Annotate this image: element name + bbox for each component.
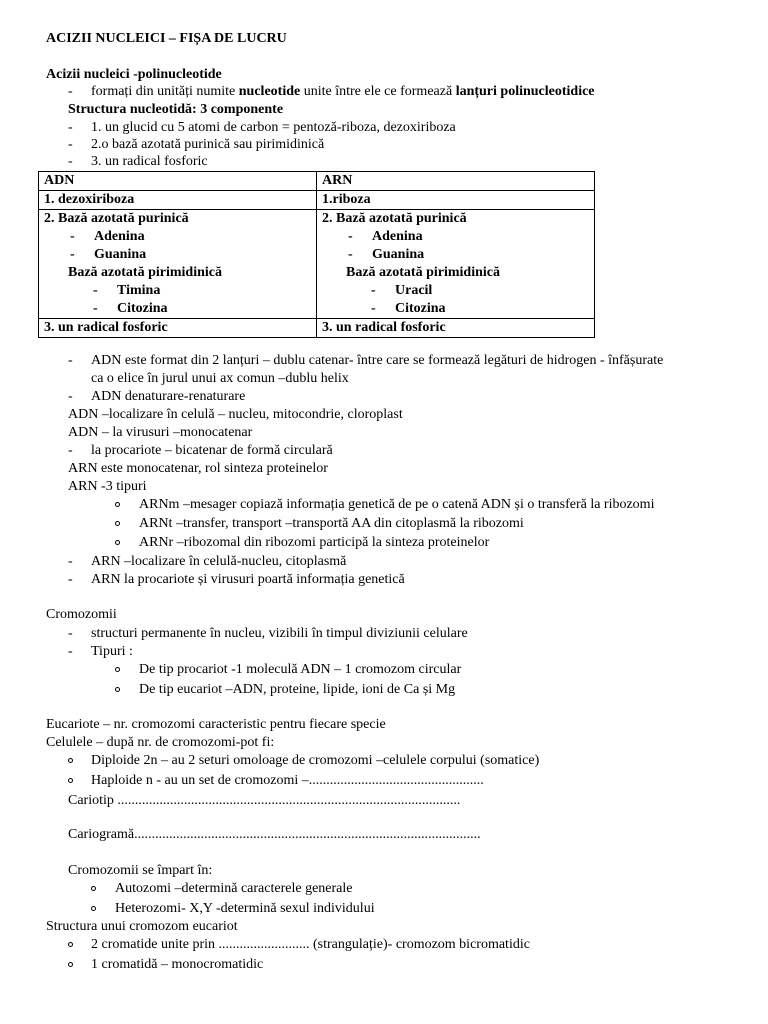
table-row bbox=[39, 191, 595, 210]
dash-marker: - bbox=[93, 283, 98, 298]
bullet-text: Autozomi –determină caracterele generale bbox=[115, 881, 353, 896]
bullet-text: ARN la procariote și virusuri poartă informația genetică bbox=[91, 572, 405, 587]
bullet-text-fill-in: 2 cromatide unite prin .......................... (strangulație)- cromozom bicromatidic bbox=[91, 937, 530, 952]
dash-marker: - bbox=[348, 229, 353, 244]
circle-bullet-icon bbox=[115, 521, 120, 526]
text-line: ARN este monocatenar, rol sinteza proteinelor bbox=[68, 461, 328, 476]
circle-bullet-icon bbox=[68, 758, 73, 763]
base-name: Guanina bbox=[372, 247, 425, 262]
cell-line bbox=[322, 246, 594, 264]
table-cell-adn-baze bbox=[39, 210, 317, 319]
base-name: Citozina bbox=[395, 301, 446, 316]
dash-marker: - bbox=[68, 154, 73, 169]
circle-bullet-icon bbox=[115, 502, 120, 507]
circle-bullet-icon bbox=[68, 962, 73, 967]
text-segment: formați din unități numite bbox=[91, 84, 239, 99]
text-line: Cromozomii se împart în: bbox=[68, 863, 213, 878]
table-row bbox=[39, 210, 595, 319]
section-heading-cromozomi: Cromozomii bbox=[46, 607, 117, 622]
text-line: ARN -3 tipuri bbox=[68, 479, 147, 494]
text-line: Celulele – după nr. de cromozomi-pot fi: bbox=[46, 735, 275, 750]
circle-bullet-icon bbox=[115, 540, 120, 545]
circle-bullet-icon bbox=[115, 667, 120, 672]
base-name: Guanina bbox=[94, 247, 147, 262]
cell-line bbox=[44, 300, 316, 318]
subheading-structura: Structura nucleotidă: 3 componente bbox=[68, 102, 284, 117]
cell-line: Bază azotată pirimidinică bbox=[68, 265, 222, 280]
bullet-text: ADN denaturare-renaturare bbox=[91, 389, 246, 404]
bullet-text: 2.o bază azotată purinică sau pirimidinică bbox=[91, 137, 325, 152]
dash-marker: - bbox=[70, 247, 75, 262]
table-cell: 3. un radical fosforic bbox=[317, 319, 595, 338]
bold-term: nucleotide bbox=[238, 84, 301, 99]
circle-bullet-icon bbox=[91, 906, 96, 911]
bullet-text: Diploide 2n – au 2 seturi omoloage de cromozomi –celulele corpului (somatice) bbox=[91, 753, 540, 768]
dash-marker: - bbox=[68, 644, 73, 659]
page-title: ACIZII NUCLEICI – FIȘA DE LUCRU bbox=[46, 31, 287, 46]
base-name: Uracil bbox=[395, 283, 433, 298]
dash-marker: - bbox=[70, 229, 75, 244]
text-segment: unite între ele ce formează bbox=[300, 84, 456, 99]
circle-bullet-icon bbox=[115, 687, 120, 692]
cell-line bbox=[44, 282, 316, 300]
base-name: Adenina bbox=[94, 229, 145, 244]
table-header-row bbox=[39, 172, 595, 191]
bullet-text: Heterozomi- X,Y -determină sexul individului bbox=[115, 901, 375, 916]
base-name: Adenina bbox=[372, 229, 423, 244]
bullet-text: De tip eucariot –ADN, proteine, lipide, ioni de Ca și Mg bbox=[139, 682, 456, 697]
bullet-text: la procariote – bicatenar de formă circulară bbox=[91, 443, 333, 458]
section-heading-acizi: Acizii nucleici -polinucleotide bbox=[46, 67, 222, 82]
dash-marker: - bbox=[68, 137, 73, 152]
adn-arn-comparison-table bbox=[38, 171, 595, 338]
dash-marker: - bbox=[68, 443, 73, 458]
dash-marker: - bbox=[93, 301, 98, 316]
cell-line: Bază azotată pirimidinică bbox=[346, 265, 500, 280]
bullet-text: ARNt –transfer, transport –transportă AA din citoplasmă la ribozomi bbox=[139, 516, 524, 531]
table-cell: 1.riboza bbox=[317, 191, 595, 210]
bullet-text: ARN –localizare în celulă-nucleu, citoplasmă bbox=[91, 554, 347, 569]
dash-marker: - bbox=[68, 120, 73, 135]
circle-bullet-icon bbox=[68, 778, 73, 783]
cell-line bbox=[44, 246, 316, 264]
dash-marker: - bbox=[371, 283, 376, 298]
dash-marker: - bbox=[68, 353, 73, 368]
dash-marker: - bbox=[68, 554, 73, 569]
cell-line bbox=[322, 282, 594, 300]
text-line: Eucariote – nr. cromozomi caracteristic pentru fiecare specie bbox=[46, 717, 386, 732]
fill-in-cariotip: Cariotip .................................................................................................. bbox=[68, 793, 461, 808]
dash-marker: - bbox=[68, 84, 73, 99]
table-cell: 1. dezoxiriboza bbox=[39, 191, 317, 210]
base-name: Citozina bbox=[117, 301, 168, 316]
table-row bbox=[39, 319, 595, 338]
bullet-text: Tipuri : bbox=[91, 644, 133, 659]
dash-marker: - bbox=[68, 626, 73, 641]
dash-marker: - bbox=[68, 389, 73, 404]
bullet-text: ARNr –ribozomal din ribozomi participă la sinteza proteinelor bbox=[139, 535, 490, 550]
text-line: ADN –localizare în celulă – nucleu, mitocondrie, cloroplast bbox=[68, 407, 403, 422]
bullet-text: 3. un radical fosforic bbox=[91, 154, 208, 169]
table-cell: 3. un radical fosforic bbox=[39, 319, 317, 338]
bullet-text-continuation: ca o elice în jurul unui ax comun –dublu helix bbox=[91, 371, 349, 386]
text-line: ADN – la virusuri –monocatenar bbox=[68, 425, 253, 440]
bullet-text: structuri permanente în nucleu, vizibili în timpul diviziunii celulare bbox=[91, 626, 468, 641]
bullet-text: 1 cromatidă – monocromatidic bbox=[91, 957, 264, 972]
bold-term: lanțuri polinucleotidice bbox=[455, 84, 595, 99]
table-header-adn: ADN bbox=[39, 172, 317, 191]
cell-line: 2. Bază azotată purinică bbox=[322, 211, 467, 226]
table-header-arn: ARN bbox=[317, 172, 595, 191]
circle-bullet-icon bbox=[68, 942, 73, 947]
dash-marker: - bbox=[348, 247, 353, 262]
bullet-text: ADN este format din 2 lanțuri – dublu catenar- între care se formează legături de hidrogen - înfășurate bbox=[91, 353, 664, 368]
bullet-text: De tip procariot -1 moleculă ADN – 1 cromozom circular bbox=[139, 662, 462, 677]
dash-marker: - bbox=[371, 301, 376, 316]
cell-line bbox=[322, 300, 594, 318]
bullet-text bbox=[91, 83, 595, 100]
cell-line bbox=[44, 228, 316, 246]
cell-line bbox=[322, 228, 594, 246]
cell-line: 2. Bază azotată purinică bbox=[44, 211, 189, 226]
bullet-text: ARNm –mesager copiază informația genetică de pe o catenă ADN și o transferă la ribozomi bbox=[139, 497, 655, 512]
circle-bullet-icon bbox=[91, 886, 96, 891]
base-name: Timina bbox=[117, 283, 161, 298]
table-cell-arn-baze bbox=[317, 210, 595, 319]
text-line: Structura unui cromozom eucariot bbox=[46, 919, 238, 934]
fill-in-cariograma: Cariogramă................................................................................................... bbox=[68, 827, 481, 842]
dash-marker: - bbox=[68, 572, 73, 587]
bullet-text-fill-in: Haploide n - au un set de cromozomi –.................................................. bbox=[91, 773, 484, 788]
bullet-text: 1. un glucid cu 5 atomi de carbon = pentoză-riboza, dezoxiriboza bbox=[91, 120, 456, 135]
